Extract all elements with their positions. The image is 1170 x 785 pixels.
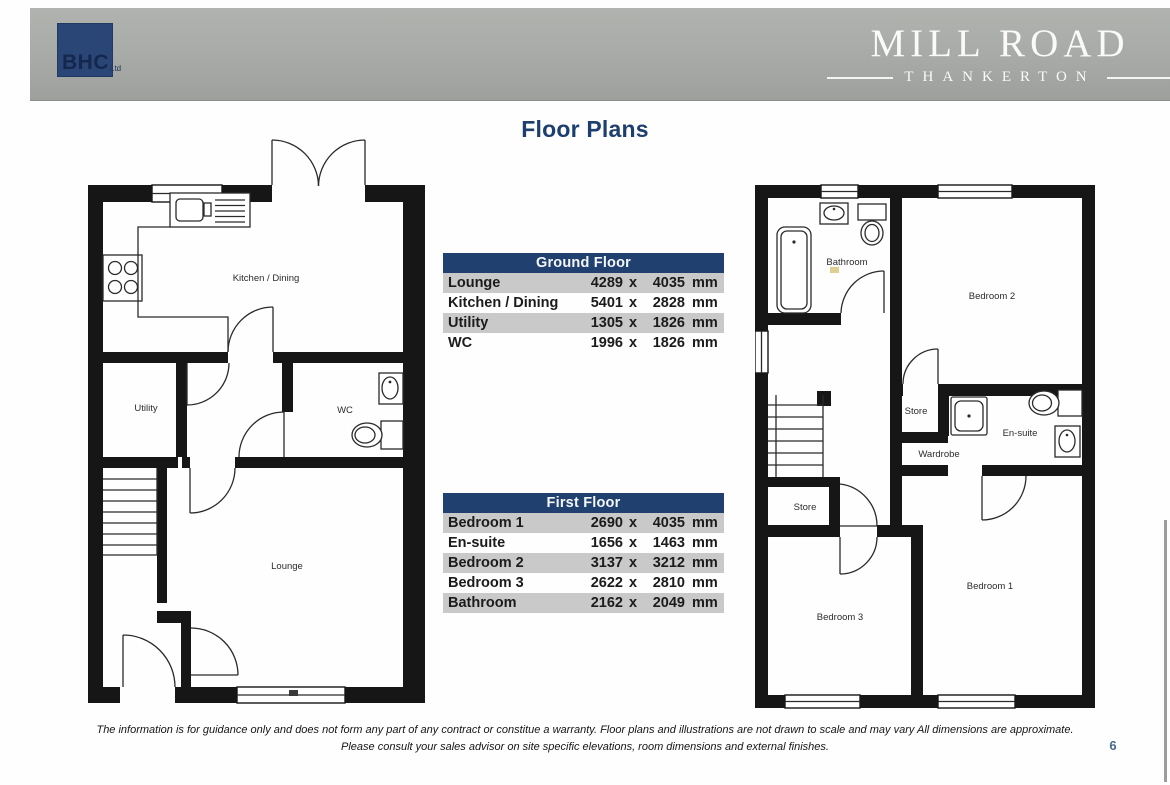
dimension-unit: mm bbox=[692, 275, 718, 291]
page-number: 6 bbox=[1109, 738, 1117, 753]
dimension-unit: mm bbox=[692, 315, 718, 331]
kitchen-counter-line bbox=[138, 227, 228, 352]
first-floor-table-header: First Floor bbox=[443, 493, 724, 513]
room-label-utility: Utility bbox=[134, 403, 158, 414]
room-height: 1463 bbox=[652, 535, 685, 551]
window-lounge bbox=[237, 687, 345, 703]
table-row bbox=[443, 313, 724, 333]
room-height: 2049 bbox=[652, 595, 685, 611]
dimension-unit: mm bbox=[692, 555, 718, 571]
table-row bbox=[443, 273, 724, 293]
stairs bbox=[103, 468, 157, 555]
room-height: 1826 bbox=[652, 315, 685, 331]
door-bedroom1 bbox=[982, 476, 1026, 520]
front-door bbox=[123, 635, 175, 687]
table-row bbox=[443, 593, 724, 613]
room-name: Bedroom 1 bbox=[448, 515, 524, 531]
dimension-separator: x bbox=[628, 535, 638, 551]
table-row bbox=[443, 293, 724, 313]
room-width: 1996 bbox=[590, 335, 623, 351]
room-name: Bedroom 3 bbox=[448, 575, 524, 591]
stairs-first-floor bbox=[768, 395, 823, 477]
ensuite-basin-icon bbox=[1055, 426, 1080, 457]
door-bathroom bbox=[841, 271, 884, 313]
development-location: THANKERTON bbox=[904, 69, 1096, 85]
door-kitchen bbox=[228, 307, 273, 352]
page-title: Floor Plans bbox=[521, 116, 649, 142]
sink-unit-icon bbox=[170, 193, 250, 227]
room-label-bedroom3: Bedroom 3 bbox=[816, 612, 864, 623]
header-banner bbox=[30, 8, 1170, 101]
dimension-separator: x bbox=[628, 335, 638, 351]
window-landing bbox=[755, 331, 768, 373]
footer-disclaimer bbox=[0, 722, 1170, 756]
table-row bbox=[443, 513, 724, 533]
room-width: 2622 bbox=[590, 575, 623, 591]
room-label-ensuite: En-suite bbox=[1002, 428, 1038, 439]
room-height: 3212 bbox=[652, 555, 685, 571]
ground-floor-table bbox=[443, 253, 724, 353]
room-label-store-lower: Store bbox=[793, 502, 817, 513]
room-height: 1826 bbox=[652, 335, 685, 351]
window-bedroom3 bbox=[785, 695, 860, 708]
room-name: Bedroom 2 bbox=[448, 555, 524, 571]
dimension-separator: x bbox=[628, 315, 638, 331]
room-label-bedroom2: Bedroom 2 bbox=[968, 291, 1016, 302]
dimension-unit: mm bbox=[692, 295, 718, 311]
bhc-logo bbox=[57, 23, 122, 77]
wc-toilet-icon bbox=[352, 421, 403, 449]
development-location-row bbox=[820, 69, 1170, 86]
room-width: 3137 bbox=[590, 555, 623, 571]
development-name: MILL ROAD bbox=[870, 22, 1130, 65]
room-name: Kitchen / Dining bbox=[448, 295, 559, 311]
table-row bbox=[443, 333, 724, 353]
development-title-block bbox=[820, 22, 1170, 86]
door-utility bbox=[187, 363, 229, 405]
bathroom-basin-icon bbox=[820, 203, 848, 224]
room-name: Lounge bbox=[448, 275, 501, 291]
room-height: 4035 bbox=[652, 515, 685, 531]
window-bedroom1 bbox=[938, 695, 1015, 708]
door-wc bbox=[239, 412, 284, 457]
disclaimer-line-2: Please consult your sales advisor on site specific elevations, room dimensions and external finishes. bbox=[341, 741, 829, 753]
ground-floor-table-header: Ground Floor bbox=[443, 253, 724, 273]
door-bedroom2 bbox=[903, 349, 938, 384]
ground-floor-plan bbox=[88, 127, 425, 712]
dimension-unit: mm bbox=[692, 515, 718, 531]
bathroom-toilet-icon bbox=[858, 204, 886, 245]
first-floor-plan bbox=[755, 183, 1095, 713]
room-width: 4289 bbox=[590, 275, 623, 291]
scan-artifact-line bbox=[1164, 520, 1167, 782]
room-label-wardrobe: Wardrobe bbox=[918, 449, 960, 460]
door-lounge bbox=[190, 468, 235, 513]
room-name: Bathroom bbox=[448, 595, 517, 611]
dimension-separator: x bbox=[628, 275, 638, 291]
room-name: WC bbox=[448, 335, 473, 351]
dimension-separator: x bbox=[628, 295, 638, 311]
room-label-lounge: Lounge bbox=[271, 561, 303, 572]
room-width: 1305 bbox=[590, 315, 623, 331]
room-width: 1656 bbox=[590, 535, 623, 551]
window-bathroom bbox=[821, 185, 858, 198]
rule-right bbox=[1107, 77, 1170, 79]
dimension-separator: x bbox=[628, 595, 638, 611]
room-name: Utility bbox=[448, 315, 489, 331]
shower-icon bbox=[951, 397, 987, 435]
door-hall-lounge bbox=[191, 628, 238, 675]
dimension-unit: mm bbox=[692, 575, 718, 591]
room-label-bathroom: Bathroom bbox=[826, 257, 868, 268]
room-height: 2828 bbox=[652, 295, 685, 311]
first-floor-table bbox=[443, 493, 724, 613]
dimension-separator: x bbox=[628, 575, 638, 591]
wc-basin-icon bbox=[379, 373, 403, 404]
room-width: 2690 bbox=[590, 515, 623, 531]
dimension-unit: mm bbox=[692, 535, 718, 551]
disclaimer-line-1: The information is for guidance only and does not form any part of any contract or constitue a warranty. Floor plans and illustrations are not drawn to scale and may vary All dimensions are approximate. bbox=[96, 724, 1074, 736]
dimension-unit: mm bbox=[692, 595, 718, 611]
room-width: 5401 bbox=[590, 295, 623, 311]
bhc-logo-text: BHC bbox=[62, 51, 109, 74]
dimension-unit: mm bbox=[692, 335, 718, 351]
table-row bbox=[443, 553, 724, 573]
bath-icon bbox=[777, 227, 811, 313]
window-bedroom2 bbox=[938, 185, 1012, 198]
room-name: En-suite bbox=[448, 535, 506, 551]
room-height: 2810 bbox=[652, 575, 685, 591]
table-row bbox=[443, 573, 724, 593]
door-bedroom3 bbox=[840, 537, 877, 574]
room-label-kitchen-dining: Kitchen / Dining bbox=[232, 273, 300, 284]
room-width: 2162 bbox=[590, 595, 623, 611]
room-height: 4035 bbox=[652, 275, 685, 291]
dimension-separator: x bbox=[628, 555, 638, 571]
bhc-logo-suffix: Ltd bbox=[110, 64, 122, 73]
french-doors bbox=[272, 140, 365, 186]
room-label-bedroom1: Bedroom 1 bbox=[966, 581, 1014, 592]
hob-icon bbox=[103, 255, 142, 301]
rule-left bbox=[827, 77, 893, 79]
room-label-store-mid: Store bbox=[904, 406, 928, 417]
door-landing-hall bbox=[840, 484, 877, 526]
dimension-separator: x bbox=[628, 515, 638, 531]
table-row bbox=[443, 533, 724, 553]
room-label-wc: WC bbox=[337, 405, 353, 416]
